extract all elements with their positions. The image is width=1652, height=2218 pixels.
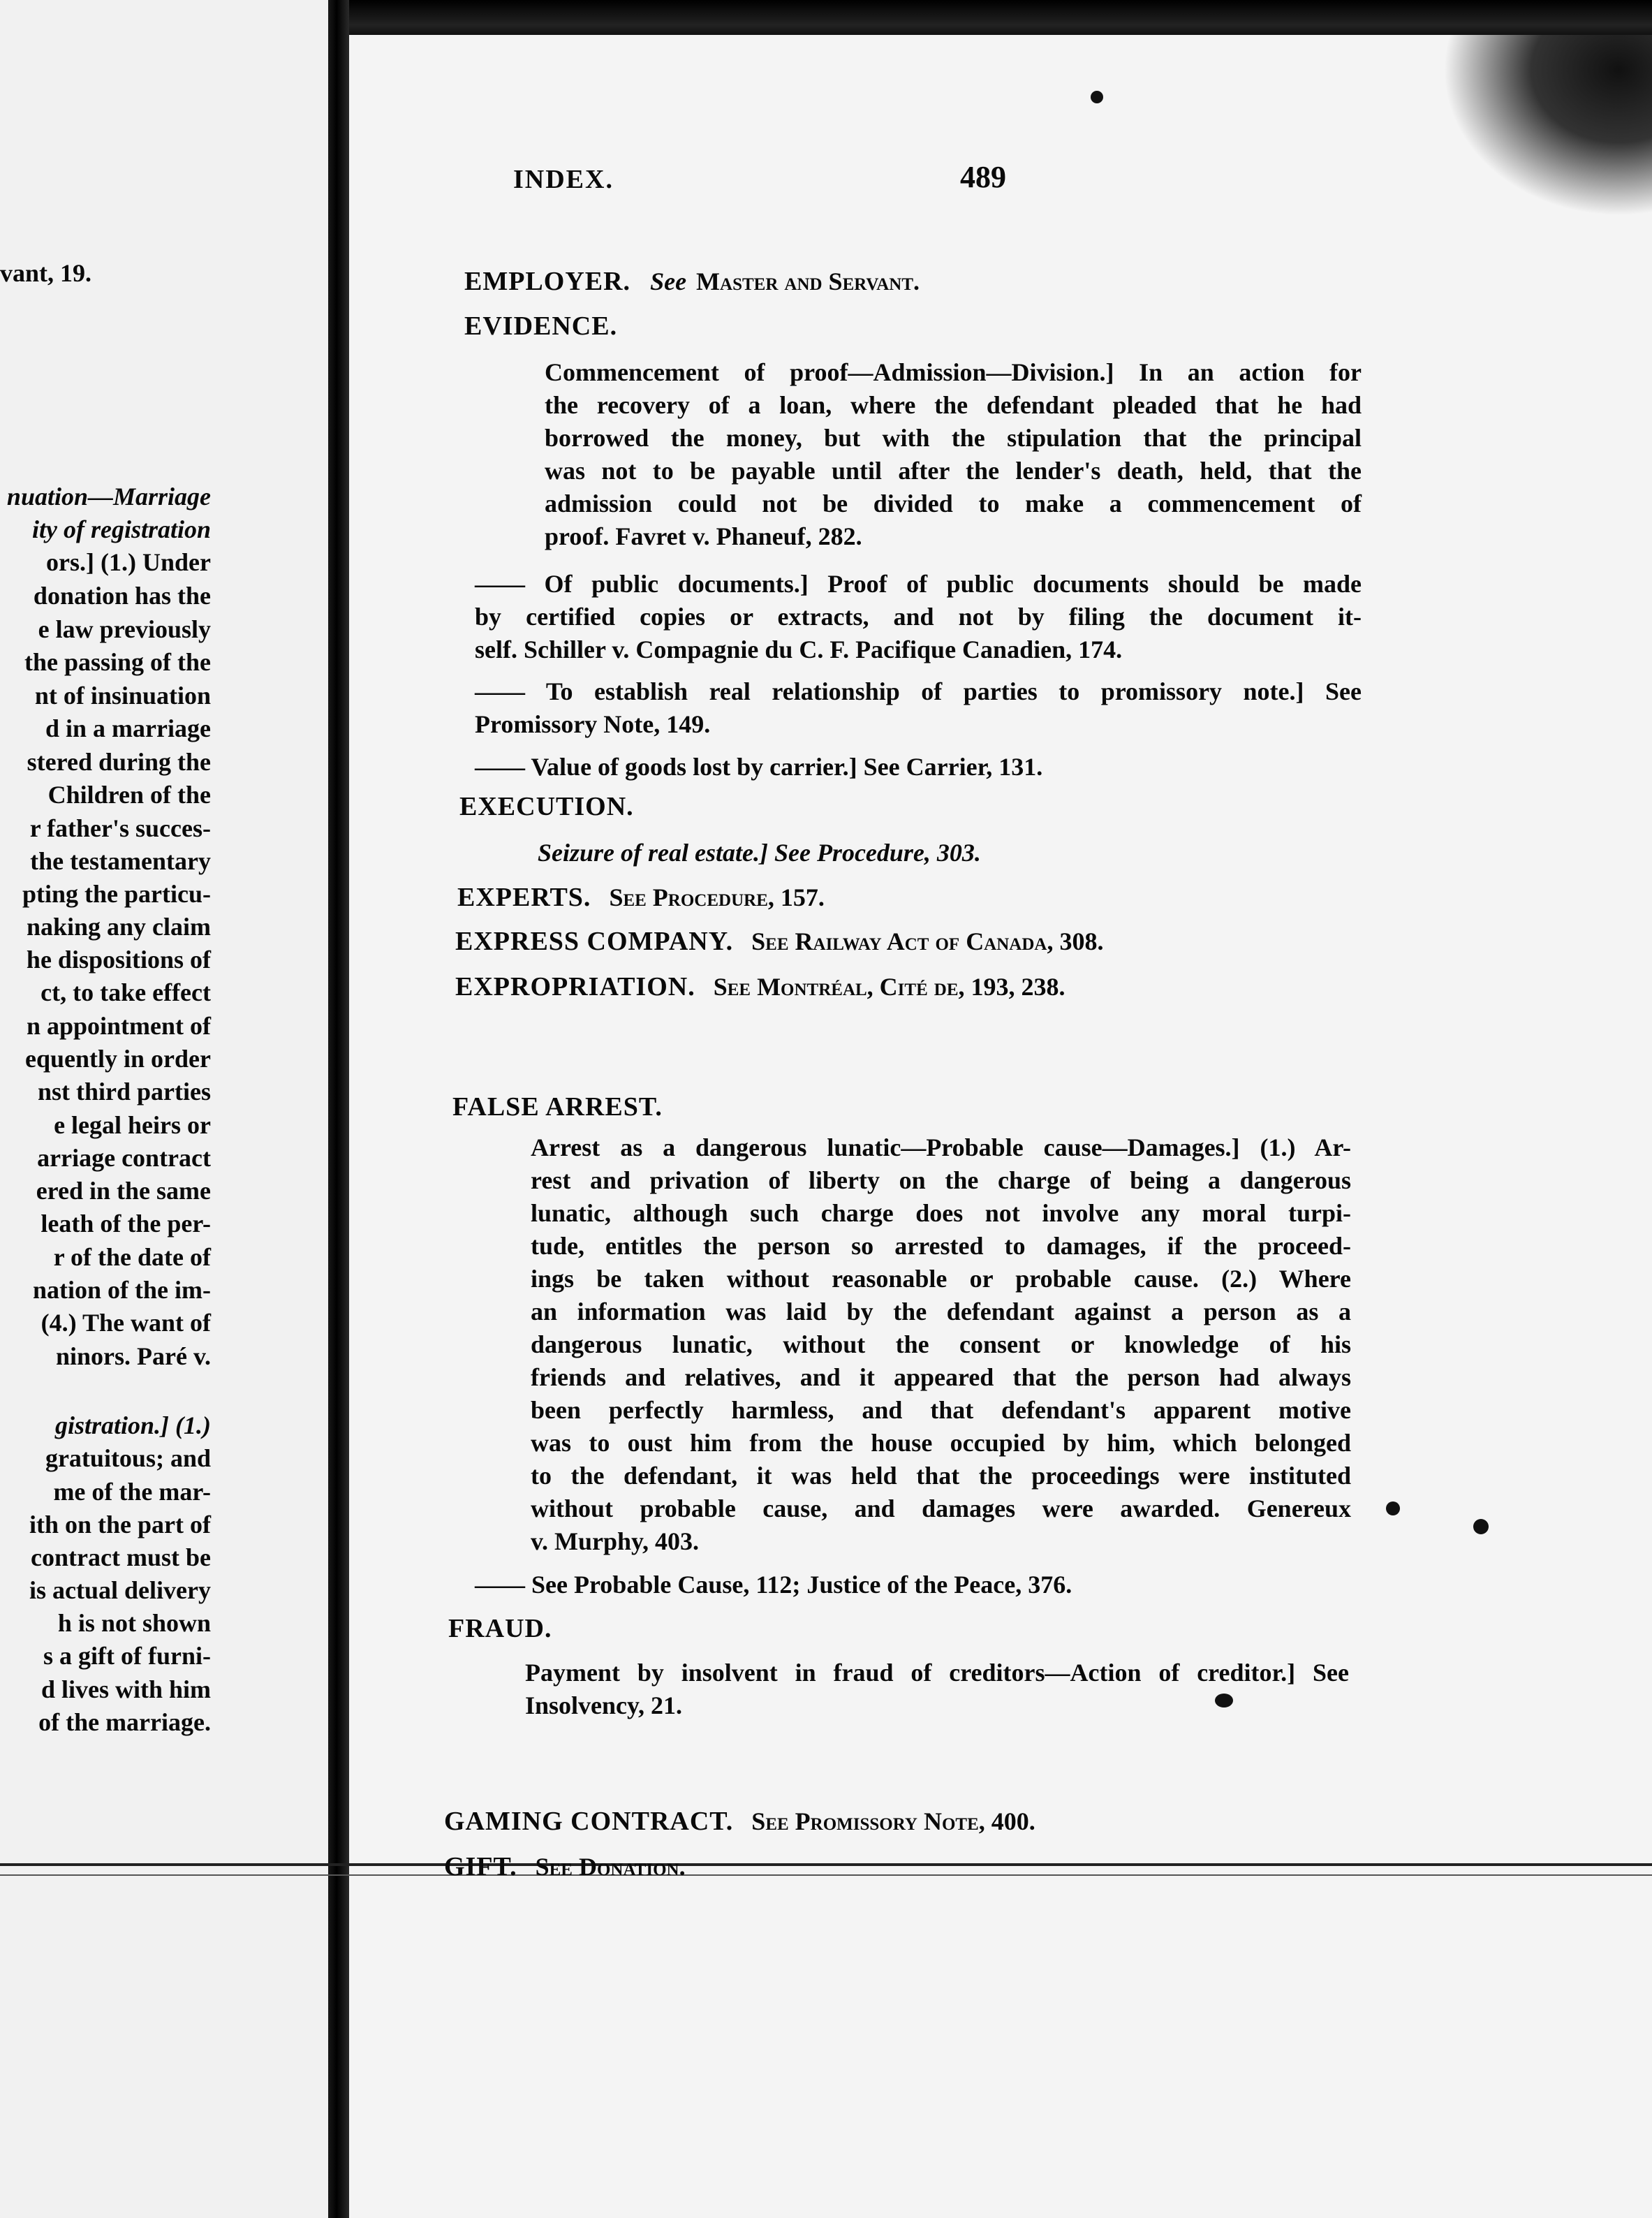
text-line: friends and relatives, and it appeared that the person had always: [531, 1363, 1351, 1391]
entry-heading: EXPROPRIATION.: [455, 972, 695, 1001]
fraud-payment-by-insolvent: [525, 1657, 1349, 1722]
entry-heading-execution: EXECUTION.: [459, 792, 634, 821]
entry-heading: EXPERTS.: [457, 883, 591, 912]
page-number: 489: [960, 160, 1006, 194]
left-page-line: nst third parties: [37, 1078, 211, 1106]
entry-heading-fraud: FRAUD.: [448, 1614, 552, 1643]
left-page-line: me of the mar-: [53, 1478, 211, 1506]
text-line: to the defendant, it was held that the proceedings were instituted: [531, 1462, 1351, 1490]
page-fold-line-secondary: [0, 1874, 1652, 1876]
left-page-line: (4.) The want of: [40, 1309, 211, 1337]
cross-reference: See Promissory Note, 400.: [751, 1807, 1035, 1835]
text-line: —— To establish real relationship of parties to promissory note.] See: [475, 677, 1362, 705]
entry-gift: [444, 1851, 686, 1883]
left-page-line: ors.] (1.) Under: [46, 548, 211, 576]
evidence-public-documents: [475, 568, 1362, 666]
left-page-line: he dispositions of: [26, 946, 211, 974]
left-page-line: gratuitous; and: [45, 1444, 211, 1472]
text-line: an information was laid by the defendant against a person as a: [531, 1298, 1351, 1325]
text-line: ings be taken without reasonable or probable cause. (2.) Where: [531, 1265, 1351, 1293]
evidence-commencement-of-proof: [545, 356, 1362, 553]
text-line: tude, entitles the person so arrested to damages, if the proceed-: [531, 1232, 1351, 1260]
left-page-line: gistration.] (1.): [54, 1411, 211, 1439]
text-line: v. Murphy, 403.: [531, 1527, 700, 1555]
text-line: Commencement of proof—Admission—Division.] In an action for: [545, 358, 1362, 386]
text-line: admission could not be divided to make a commencement of: [545, 490, 1362, 517]
left-page-line: the testamentary: [30, 847, 211, 875]
text-line: dangerous lunatic, without the consent or knowledge of his: [531, 1330, 1351, 1358]
text-line: by certified copies or extracts, and not by filing the document it-: [475, 603, 1362, 631]
left-page-line: is actual delivery: [29, 1576, 211, 1604]
cross-reference: Master and Servant.: [696, 267, 920, 295]
left-page-line: nation of the im-: [33, 1276, 211, 1304]
text-line: rest and privation of liberty on the charge of being a dangerous: [531, 1166, 1351, 1194]
text-line: been perfectly harmless, and that defendant's apparent motive: [531, 1396, 1351, 1424]
text-line: without probable cause, and damages were awarded. Genereux: [531, 1494, 1351, 1522]
entry-expropriation: [455, 971, 1065, 1004]
left-page-line: r father's succes-: [29, 814, 211, 842]
left-page-line: stered during the: [27, 748, 211, 776]
evidence-relationship: [475, 675, 1362, 741]
left-page-line: r of the date of: [53, 1243, 211, 1271]
left-page-line: h is not shown: [57, 1609, 211, 1637]
left-page-line: arriage contract: [37, 1144, 211, 1172]
cross-reference: See Montréal, Cité de, 193, 238.: [713, 973, 1065, 1001]
left-page-line: equently in order: [25, 1045, 211, 1073]
left-page-line: nt of insinuation: [34, 682, 211, 710]
left-page-line: ith on the part of: [29, 1511, 211, 1538]
left-page-line: ct, to take effect: [40, 978, 211, 1006]
entry-express-company: [455, 925, 1103, 958]
left-page-line: Children of the: [47, 781, 211, 809]
text-line: Payment by insolvent in fraud of creditors—Action of creditor.] See: [525, 1659, 1349, 1687]
left-page-line: e law previously: [38, 615, 211, 643]
text-line: self. Schiller v. Compagnie du C. F. Pacifique Canadien, 174.: [475, 636, 1123, 663]
text-line: Arrest as a dangerous lunatic—Probable cause—Damages.] (1.) Ar-: [531, 1133, 1351, 1161]
left-page-line: nuation—Marriage: [6, 483, 211, 511]
text-line: —— Of public documents.] Proof of public documents should be made: [475, 570, 1362, 598]
left-page-line: contract must be: [31, 1543, 211, 1571]
left-page-header: vant, 19.: [0, 259, 92, 287]
text-line: Insolvency, 21.: [525, 1691, 683, 1719]
running-header: INDEX.: [513, 165, 614, 194]
page-fold-line: [0, 1863, 1652, 1866]
left-page-line: d in a marriage: [45, 714, 211, 742]
text-line: was to oust him from the house occupied by him, which belonged: [531, 1429, 1351, 1457]
left-page-line: ninors. Paré v.: [56, 1342, 211, 1370]
text-line: borrowed the money, but with the stipulation that the principal: [545, 424, 1362, 452]
see-label: See: [650, 267, 687, 295]
entry-gaming-contract: [444, 1805, 1035, 1838]
left-page-line: d lives with him: [40, 1675, 211, 1703]
false-arrest-see-also: —— See Probable Cause, 112; Justice of the Peace, 376.: [475, 1571, 1072, 1599]
entry-employer: [464, 265, 920, 298]
cross-reference: See Donation.: [535, 1853, 686, 1881]
left-page-line: s a gift of furni-: [43, 1642, 211, 1670]
entry-heading: GIFT.: [444, 1852, 517, 1881]
entry-heading-false-arrest: FALSE ARREST.: [452, 1092, 663, 1122]
entry-heading: EMPLOYER.: [464, 267, 631, 296]
ink-speck: [1386, 1501, 1400, 1515]
false-arrest-lunatic: [531, 1131, 1351, 1558]
left-page-line: ered in the same: [36, 1177, 211, 1205]
book-gutter: [328, 0, 349, 2218]
entry-heading-evidence: EVIDENCE.: [464, 311, 618, 341]
left-page-line: leath of the per-: [40, 1210, 211, 1237]
text-line: proof. Favret v. Phaneuf, 282.: [545, 522, 862, 550]
left-page-line: n appointment of: [26, 1012, 211, 1040]
entry-experts: [457, 881, 825, 914]
left-page-line: naking any claim: [26, 913, 211, 941]
cross-reference: See Procedure, 157.: [609, 883, 825, 911]
ink-speck: [1091, 91, 1103, 103]
ink-speck: [1473, 1519, 1489, 1534]
execution-seizure: Seizure of real estate.] See Procedure, 303.: [538, 839, 981, 867]
text-line: the recovery of a loan, where the defendant pleaded that he had: [545, 391, 1362, 419]
text-line: Promissory Note, 149.: [475, 710, 711, 738]
text-line: lunatic, although such charge does not involve any moral turpi-: [531, 1199, 1351, 1227]
left-page-line: ity of registration: [31, 515, 211, 543]
entry-heading: GAMING CONTRACT.: [444, 1807, 734, 1836]
entry-heading: EXPRESS COMPANY.: [455, 927, 734, 956]
ink-speck: [1215, 1694, 1233, 1707]
cross-reference: See Railway Act of Canada, 308.: [751, 927, 1104, 955]
left-page-line: donation has the: [33, 582, 211, 610]
left-page-line: the passing of the: [24, 648, 211, 676]
text-line: was not to be payable until after the lender's death, held, that the: [545, 457, 1362, 485]
evidence-value-of-goods: —— Value of goods lost by carrier.] See Carrier, 131.: [475, 753, 1043, 781]
left-page: [0, 0, 328, 2218]
left-page-line: of the marriage.: [38, 1708, 211, 1736]
left-page-line: pting the particu-: [22, 880, 211, 908]
left-page-line: e legal heirs or: [54, 1111, 211, 1139]
